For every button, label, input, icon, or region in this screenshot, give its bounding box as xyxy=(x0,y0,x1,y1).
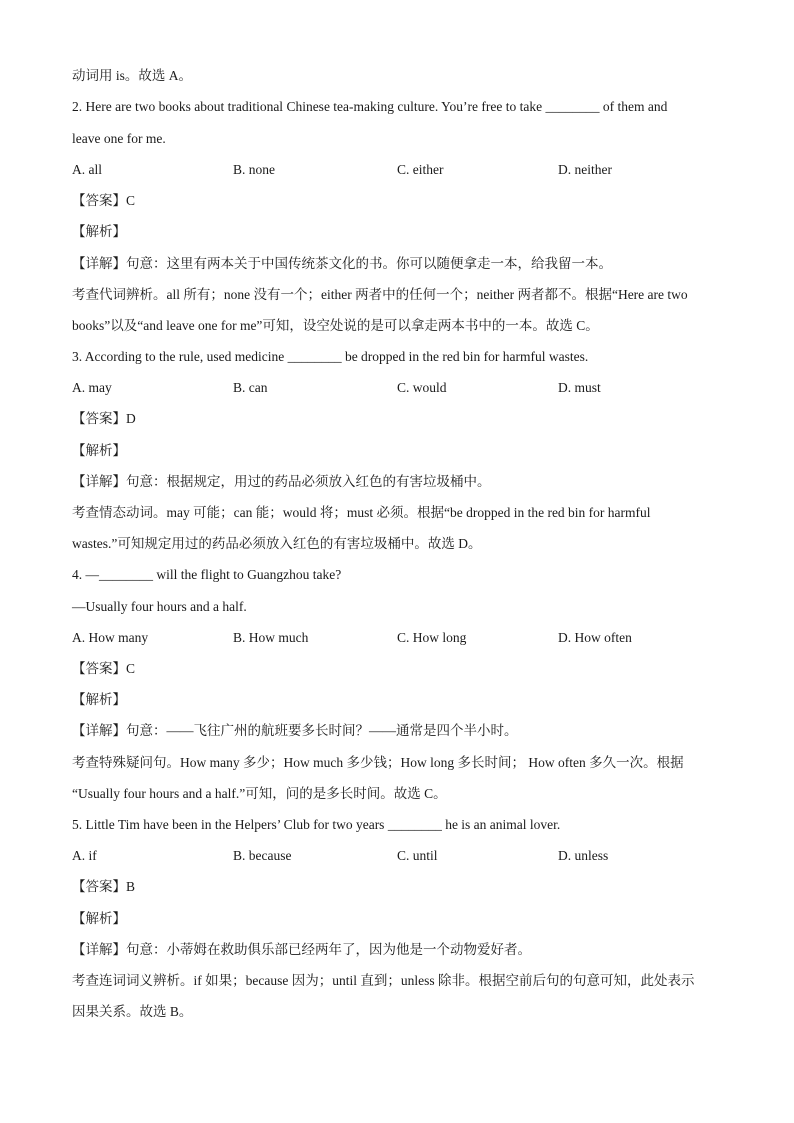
option-d: D. How often xyxy=(558,630,632,645)
text-line: 动词用 is。故选 A。 xyxy=(72,68,193,83)
detail-explanation: 【详解】句意：这里有两本关于中国传统茶文化的书。你可以随便拿走一本，给我留一本。 xyxy=(72,256,612,271)
option-a: A. may xyxy=(72,380,112,395)
analysis-label: 【解析】 xyxy=(72,911,126,926)
option-c: C. would xyxy=(397,380,447,395)
explanation-text: 考查情态动词。may 可能；can 能；would 将；must 必须。根据“be dropped in the red bin for harmful xyxy=(72,505,651,520)
option-b: B. How much xyxy=(233,630,309,645)
option-c: C. until xyxy=(397,848,438,863)
detail-explanation: 【详解】句意：——飞往广州的航班要多长时间？——通常是四个半小时。 xyxy=(72,723,518,738)
option-d: D. neither xyxy=(558,162,612,177)
option-c: C. How long xyxy=(397,630,467,645)
option-d: D. unless xyxy=(558,848,609,863)
answer-label: 【答案】B xyxy=(72,879,136,894)
answer-label: 【答案】D xyxy=(72,411,136,426)
option-b: B. can xyxy=(233,380,268,395)
explanation-text: 考查连词词义辨析。if 如果；because 因为；until 直到；unless 除非。根据空前后句的句意可知，此处表示 xyxy=(72,973,695,988)
analysis-label: 【解析】 xyxy=(72,443,126,458)
detail-explanation: 【详解】句意：小蒂姆在救助俱乐部已经两年了，因为他是一个动物爱好者。 xyxy=(72,942,531,957)
option-b: B. none xyxy=(233,162,275,177)
question-4-stem: 4. —________ will the flight to Guangzhou take? xyxy=(72,567,342,582)
option-a: A. How many xyxy=(72,630,149,645)
option-b: B. because xyxy=(233,848,292,863)
answer-label: 【答案】C xyxy=(72,193,136,208)
explanation-text-cont: wastes.”可知规定用过的药品必须放入红色的有害垃圾桶中。故选 D。 xyxy=(72,536,482,551)
explanation-text: 考查特殊疑问句。How many 多少；How much 多少钱；How long 多长时间； How often 多久一次。根据 xyxy=(72,755,684,770)
explanation-text: 考查代词辨析。all 所有；none 没有一个；either 两者中的任何一个；neither 两者都不。根据“Here are two xyxy=(72,287,688,302)
option-a: A. if xyxy=(72,848,97,863)
question-4-stem-cont: —Usually four hours and a half. xyxy=(72,599,247,614)
explanation-text-cont: books”以及“and leave one for me”可知，设空处说的是可以拿走两本书中的一本。故选 C。 xyxy=(72,318,599,333)
question-3-stem: 3. According to the rule, used medicine ________ be dropped in the red bin for harmful wastes. xyxy=(72,349,589,364)
analysis-label: 【解析】 xyxy=(72,224,126,239)
question-2-stem-cont: leave one for me. xyxy=(72,131,166,146)
answer-label: 【答案】C xyxy=(72,661,136,676)
option-a: A. all xyxy=(72,162,102,177)
explanation-text-cont: 因果关系。故选 B。 xyxy=(72,1004,193,1019)
question-5-stem: 5. Little Tim have been in the Helpers’ Club for two years ________ he is an animal lover. xyxy=(72,817,561,832)
detail-explanation: 【详解】句意：根据规定，用过的药品必须放入红色的有害垃圾桶中。 xyxy=(72,474,491,489)
option-c: C. either xyxy=(397,162,444,177)
question-2-stem: 2. Here are two books about traditional Chinese tea-making culture. You’re free to take ________ of them and xyxy=(72,99,668,114)
analysis-label: 【解析】 xyxy=(72,692,126,707)
option-d: D. must xyxy=(558,380,601,395)
explanation-text-cont: “Usually four hours and a half.”可知，问的是多长时间。故选 C。 xyxy=(72,786,447,801)
